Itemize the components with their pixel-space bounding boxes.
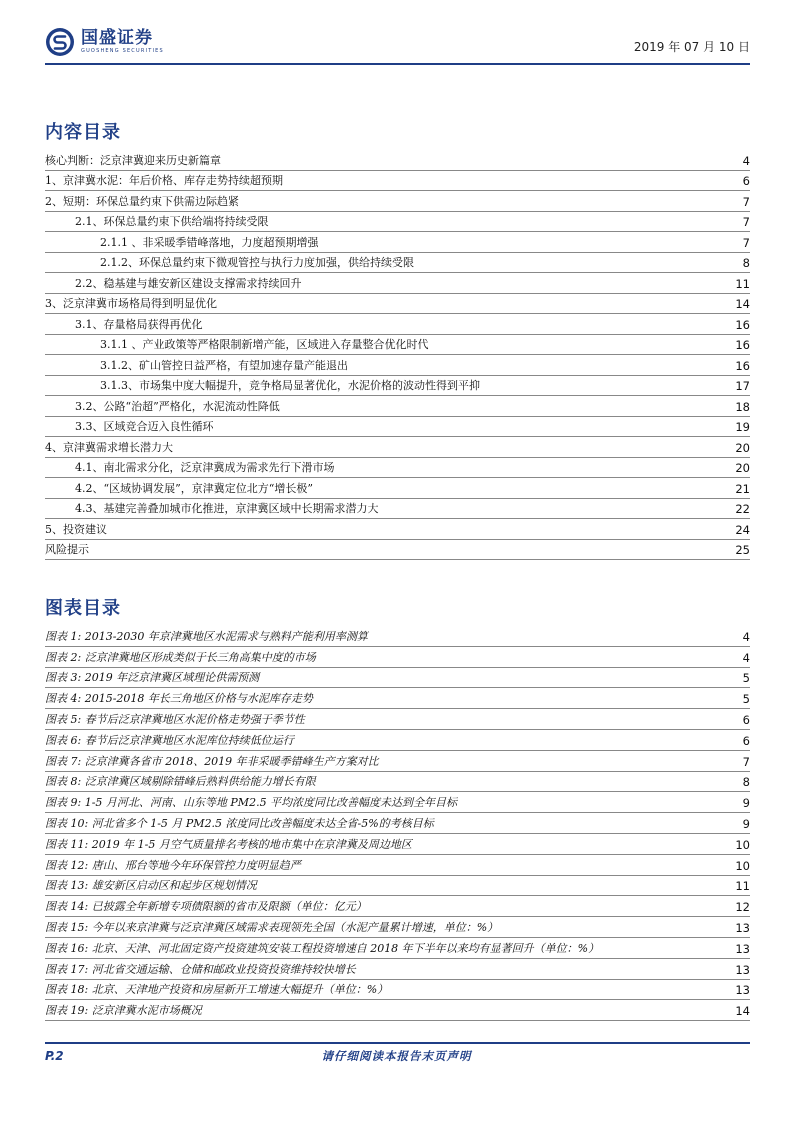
figure-entry-label: 图表 10: 河北省多个 1-5 月 PM2.5 浓度同比改善幅度未达全省-5%的考核目标 [45, 816, 434, 830]
toc-entry-label: 2、短期：环保总量约束下供需边际趋紧 [45, 194, 239, 208]
toc-entry-page: 17 [735, 379, 750, 393]
figure-entry-label: 图表 7: 泛京津冀各省市 2018、2019 年非采暖季错峰生产方案对比 [45, 754, 379, 768]
toc-entry-page: 7 [742, 215, 750, 229]
toc-entry[interactable] [45, 232, 750, 253]
toc-entry-label: 2.1.1 、非采暖季错峰落地，力度超预期增强 [100, 235, 319, 249]
toc-entry-page: 16 [735, 317, 750, 332]
toc-entry[interactable] [45, 212, 750, 233]
toc-title: 内容目录 [45, 122, 121, 143]
figure-entry-page: 10 [735, 837, 750, 852]
figure-entry[interactable] [45, 751, 750, 772]
toc-entry-label: 3.1、存量格局获得再优化 [75, 317, 203, 331]
guosheng-logo-icon [45, 27, 75, 57]
figure-entry-label: 图表 1: 2013-2030 年京津冀地区水泥需求与熟料产能利用率测算 [45, 629, 368, 643]
toc-entry-page: 7 [742, 235, 750, 250]
toc-entry-label: 2.1、环保总量约束下供给端将持续受限 [75, 215, 269, 228]
toc-entry-page: 4 [742, 153, 750, 168]
footer-disclaimer: 请仔细阅读本报告末页声明 [321, 1049, 472, 1063]
logo-english-name: GUOSHENG SECURITIES [81, 48, 164, 54]
toc-entry-page: 14 [735, 297, 750, 311]
toc-entry[interactable] [45, 376, 750, 397]
figure-entry-page: 8 [742, 775, 750, 790]
toc-entry[interactable] [45, 171, 750, 192]
figure-entry[interactable] [45, 626, 750, 647]
toc-entry-label: 4、京津冀需求增长潜力大 [45, 440, 173, 454]
figure-entry-page: 5 [742, 671, 750, 686]
toc-entry[interactable] [45, 396, 750, 417]
figure-entry-page: 4 [742, 629, 750, 644]
toc-entry-label: 3.1.3、市场集中度大幅提升，竞争格局显著优化，水泥价格的波动性得到平抑 [100, 379, 480, 392]
toc-entry-page: 24 [735, 522, 750, 537]
company-logo [45, 24, 164, 60]
figure-entry-label: 图表 19: 泛京津冀水泥市场概况 [45, 1004, 202, 1018]
figure-entry-label: 图表 16: 北京、天津、河北固定资产投资建筑安装工程投资增速自 2018 年下半年以来均有显著回升（单位：%） [45, 941, 600, 955]
figure-entry-page: 5 [742, 692, 750, 707]
toc-entry-label: 4.3、基建完善叠加城市化推进，京津冀区域中长期需求潜力大 [75, 502, 379, 515]
toc-entry-label: 3.2、公路“治超”严格化，水泥流动性降低 [75, 399, 280, 413]
toc-entry-label: 风险提示 [45, 543, 89, 556]
toc-entry-label: 3.1.2、矿山管控日益严格，有望加速存量产能退出 [100, 358, 348, 372]
toc-entry-label: 2.1.2、环保总量约束下微观管控与执行力度加强，供给持续受限 [100, 256, 414, 269]
toc-entry[interactable] [45, 458, 750, 479]
toc-entry-page: 16 [735, 338, 750, 352]
figure-entry-label: 图表 18: 北京、天津地产投资和房屋新开工增速大幅提升（单位：%） [45, 983, 389, 997]
figure-entry[interactable] [45, 709, 750, 730]
toc-entry[interactable] [45, 540, 750, 561]
figure-entry[interactable] [45, 876, 750, 897]
figure-entry-label: 图表 14: 已披露全年新增专项债限额的省市及限额（单位：亿元） [45, 900, 367, 914]
figure-entry-label: 图表 6: 春节后泛京津冀地区水泥库位持续低位运行 [45, 733, 294, 747]
toc-entry[interactable] [45, 417, 750, 438]
figure-entry[interactable] [45, 730, 750, 751]
toc-entry[interactable] [45, 294, 750, 315]
figure-entry-label: 图表 2: 泛京津冀地区形成类似于长三角高集中度的市场 [45, 650, 316, 664]
figure-entry-label: 图表 17: 河北省交通运输、仓储和邮政业投资投资维持较快增长 [45, 962, 356, 976]
toc-entry-page: 6 [742, 174, 750, 188]
figure-entry[interactable] [45, 792, 750, 813]
toc-entry-page: 8 [742, 256, 750, 270]
toc-entry-label: 4.1、南北需求分化，泛京津冀成为需求先行下滑市场 [75, 461, 335, 474]
figure-entry-page: 13 [735, 983, 750, 998]
figure-entry[interactable] [45, 1000, 750, 1021]
toc-entry-page: 20 [735, 440, 750, 455]
figure-entry-page: 10 [735, 858, 750, 873]
toc-entry[interactable] [45, 437, 750, 458]
header-divider [45, 63, 750, 65]
toc-entry-label: 4.2、“区域协调发展”，京津冀定位北方“增长极” [75, 481, 313, 495]
figure-entry-page: 6 [742, 733, 750, 748]
figure-entry-page: 4 [742, 650, 750, 665]
report-date: 2019 年 07 月 10 日 [633, 40, 750, 54]
figure-entry-label: 图表 8: 泛京津冀区域剔除错峰后熟料供给能力增长有限 [45, 775, 316, 789]
toc-entry-page: 25 [735, 543, 750, 557]
toc-entry[interactable] [45, 519, 750, 540]
figure-entry-page: 9 [742, 816, 750, 831]
figures-list [45, 626, 750, 1021]
figure-entry[interactable] [45, 813, 750, 834]
figure-entry-label: 图表 4: 2015-2018 年长三角地区价格与水泥库存走势 [45, 692, 313, 706]
toc-entry-page: 11 [735, 276, 750, 291]
toc-entry-label: 3.1.1 、产业政策等严格限制新增产能，区域进入存量整合优化时代 [100, 338, 429, 351]
figure-entry-page: 7 [742, 754, 750, 769]
toc-entry-page: 16 [735, 358, 750, 373]
toc-entry-page: 21 [735, 481, 750, 496]
toc-entry[interactable] [45, 253, 750, 274]
figures-title: 图表目录 [45, 598, 121, 619]
figure-entry[interactable] [45, 959, 750, 980]
figure-entry[interactable] [45, 917, 750, 938]
figure-entry-page: 11 [735, 879, 750, 894]
toc-entry[interactable] [45, 314, 750, 335]
toc-list [45, 150, 750, 560]
page-header [45, 24, 750, 60]
figure-entry-label: 图表 15: 今年以来京津冀与泛京津冀区域需求表现领先全国（水泥产量累计增速，单位：%） [45, 920, 499, 934]
figure-entry[interactable] [45, 855, 750, 876]
toc-entry-label: 核心判断：泛京津冀迎来历史新篇章 [45, 153, 221, 167]
toc-entry-label: 5、投资建议 [45, 522, 107, 536]
figure-entry-page: 9 [742, 796, 750, 811]
figure-entry[interactable] [45, 647, 750, 668]
toc-entry-page: 19 [735, 420, 750, 434]
toc-entry[interactable] [45, 355, 750, 376]
logo-chinese-name: 国盛证券 [81, 28, 153, 48]
toc-entry-page: 22 [735, 502, 750, 516]
toc-entry[interactable] [45, 150, 750, 171]
figure-entry-page: 13 [735, 962, 750, 977]
footer-divider [45, 1042, 750, 1044]
figure-entry-page: 14 [735, 1004, 750, 1019]
figure-entry[interactable] [45, 938, 750, 959]
toc-entry[interactable] [45, 499, 750, 520]
toc-entry-label: 2.2、稳基建与雄安新区建设支撑需求持续回升 [75, 276, 302, 290]
figure-entry[interactable] [45, 688, 750, 709]
toc-entry-page: 20 [735, 461, 750, 475]
figure-entry-page: 13 [735, 920, 750, 935]
toc-entry-label: 1、京津冀水泥：年后价格、库存走势持续超预期 [45, 174, 283, 187]
figure-entry-label: 图表 3: 2019 年泛京津冀区域理论供需预测 [45, 671, 260, 685]
figure-entry[interactable] [45, 668, 750, 689]
figure-entry[interactable] [45, 896, 750, 917]
figure-entry-label: 图表 11: 2019 年 1-5 月空气质量排名考核的地市集中在京津冀及周边地区 [45, 837, 412, 851]
toc-entry-label: 3、泛京津冀市场格局得到明显优化 [45, 297, 217, 310]
figure-entry-page: 12 [735, 900, 750, 915]
figure-entry-label: 图表 5: 春节后泛京津冀地区水泥价格走势强于季节性 [45, 712, 305, 726]
figure-entry-label: 图表 13: 雄安新区启动区和起步区规划情况 [45, 879, 257, 893]
toc-entry-label: 3.3、区域竞合迈入良性循环 [75, 420, 214, 433]
toc-entry-page: 18 [735, 399, 750, 414]
figure-entry[interactable] [45, 980, 750, 1001]
figure-entry-label: 图表 12: 唐山、邢台等地今年环保管控力度明显趋严 [45, 858, 301, 872]
toc-entry[interactable] [45, 191, 750, 212]
toc-entry-page: 7 [742, 194, 750, 209]
toc-entry[interactable] [45, 273, 750, 294]
page-number: P.2 [45, 1049, 64, 1063]
toc-entry[interactable] [45, 478, 750, 499]
figure-entry-label: 图表 9: 1-5 月河北、河南、山东等地 PM2.5 平均浓度同比改善幅度未达到全年目标 [45, 796, 458, 810]
toc-entry[interactable] [45, 335, 750, 356]
figure-entry[interactable] [45, 834, 750, 855]
figure-entry-page: 13 [735, 941, 750, 956]
figure-entry[interactable] [45, 772, 750, 793]
figure-entry-page: 6 [742, 712, 750, 727]
